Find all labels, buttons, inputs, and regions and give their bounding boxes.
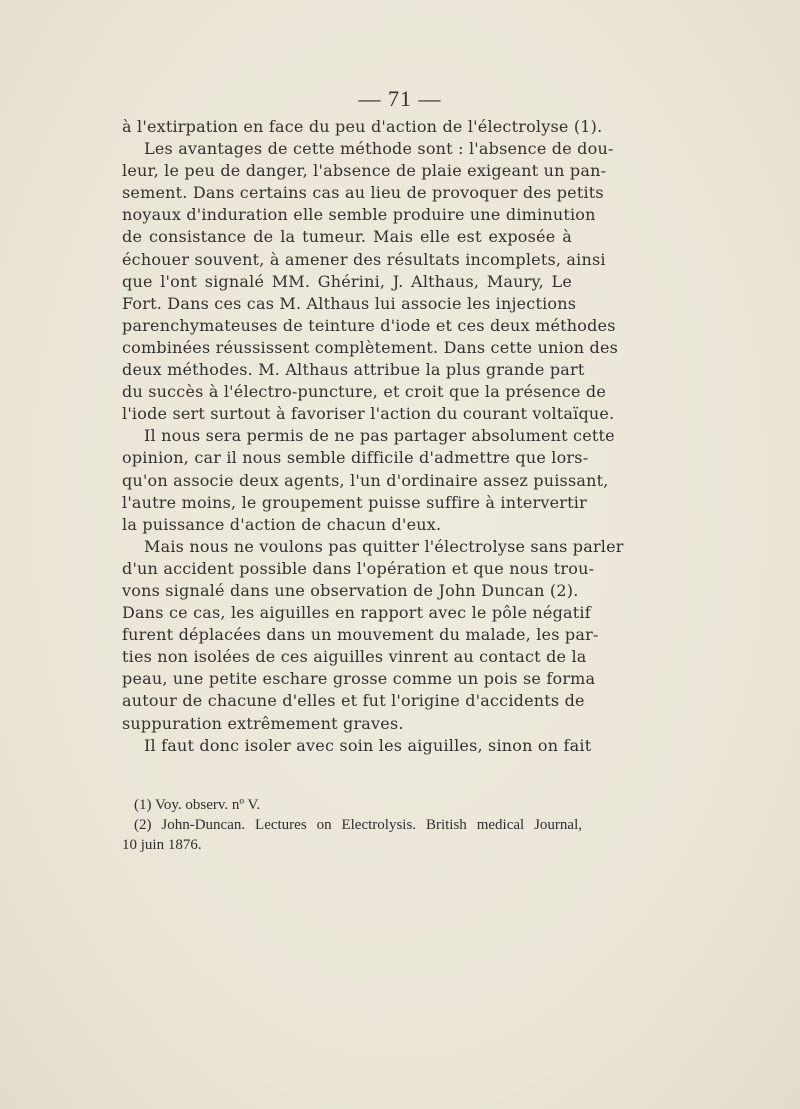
- text-line: du succès à l'électro-puncture, et croit que la présence de: [122, 382, 607, 402]
- text-line: noyaux d'induration elle semble produire une diminution: [122, 205, 596, 225]
- text-line: de consistance de la tumeur. Mais elle est exposée à: [122, 227, 572, 247]
- text-line: d'un accident possible dans l'opération et que nous trou-: [122, 558, 595, 578]
- text-line: suppuration extrêmement graves.: [122, 713, 404, 733]
- text-line: leur, le peu de danger, l'absence de plaie exigeant un pan-: [122, 161, 607, 181]
- page-number: — 71 —: [358, 86, 442, 111]
- text-line: Les avantages de cette méthode sont : l'absence de dou-: [144, 139, 614, 159]
- text-line: qu'on associe deux agents, l'un d'ordinaire assez puissant,: [122, 470, 609, 490]
- text-line: deux méthodes. M. Althaus attribue la plus grande part: [122, 360, 585, 380]
- text-line: échouer souvent, à amener des résultats incomplets, ainsi: [122, 249, 606, 269]
- text-line: furent déplacées dans un mouvement du malade, les par-: [122, 625, 599, 645]
- footnotes: [122, 795, 582, 855]
- footnote-line: (1) Voy. observ. nº V.: [134, 797, 261, 813]
- text-line: vons signalé dans une observation de John Duncan (2).: [122, 580, 579, 600]
- text-line: Il nous sera permis de ne pas partager absolument cette: [144, 426, 615, 446]
- text-line: Mais nous ne voulons pas quitter l'électrolyse sans parler: [144, 536, 624, 556]
- text-line: l'iode sert surtout à favoriser l'action du courant voltaïque.: [122, 404, 615, 424]
- text-line: Dans ce cas, les aiguilles en rapport avec le pôle négatif: [122, 603, 591, 623]
- text-line: l'autre moins, le groupement puisse suffire à intervertir: [122, 492, 587, 512]
- text-line: à l'extirpation en face du peu d'action de l'électrolyse (1).: [122, 117, 603, 136]
- text-line: Il faut donc isoler avec soin les aiguilles, sinon on fait: [144, 735, 592, 755]
- text-line: ties non isolées de ces aiguilles vinrent au contact de la: [122, 647, 587, 667]
- text-line: opinion, car il nous semble difficile d'admettre que lors-: [122, 448, 589, 468]
- text-line: la puissance d'action de chacun d'eux.: [122, 514, 442, 534]
- text-line: sement. Dans certains cas au lieu de provoquer des petits: [122, 183, 604, 203]
- text-line: combinées réussissent complètement. Dans cette union des: [122, 337, 619, 357]
- footnote-line: 10 juin 1876.: [122, 837, 202, 853]
- text-line: que l'ont signalé MM. Ghérini, J. Althaus, Maury, Le: [122, 271, 572, 291]
- text-line: Fort. Dans ces cas M. Althaus lui associe les injections: [122, 293, 577, 313]
- text-line: parenchymateuses de teinture d'iode et ces deux méthodes: [122, 315, 616, 335]
- footnote-line: (2) John-Duncan. Lectures on Electrolysis. British medical Journal,: [134, 817, 582, 833]
- body-text: [122, 116, 624, 757]
- text-line: autour de chacune d'elles et fut l'origine d'accidents de: [122, 691, 585, 711]
- text-line: peau, une petite eschare grosse comme un pois se forma: [122, 669, 596, 689]
